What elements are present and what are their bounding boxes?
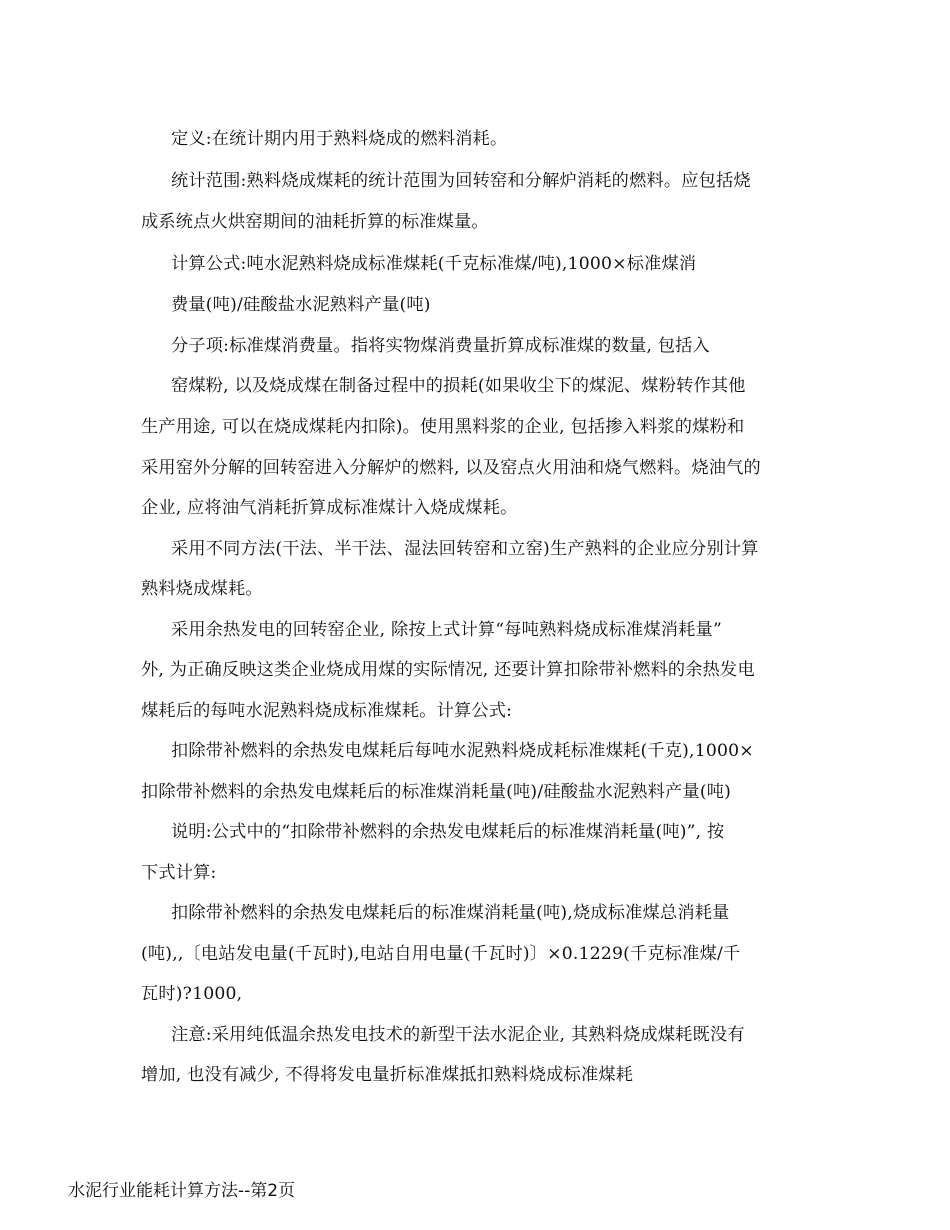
text-line: 费量(吨)/硅酸盐水泥熟料产量(吨) [171,295,431,315]
text-line: 下式计算: [141,863,217,883]
text-line: 扣除带补燃料的余热发电煤耗后每吨水泥熟料烧成耗标准煤耗(千克),1000× [171,741,754,761]
text-line: 扣除带补燃料的余热发电煤耗后的标准煤消耗量(吨),烧成标准煤总消耗量 [171,903,730,923]
text-line: 扣除带补燃料的余热发电煤耗后的标准煤消耗量(吨)/硅酸盐水泥熟料产量(吨) [141,782,732,802]
text-line: 外, 为正确反映这类企业烧成用煤的实际情况, 还要计算扣除带补燃料的余热发电 [141,660,755,680]
text-line: 分子项:标准煤消费量。指将实物煤消费量折算成标准煤的数量, 包括入 [171,336,710,356]
text-line: 采用窑外分解的回转窑进入分解炉的燃料, 以及窑点火用油和烧气燃料。烧油气的 [141,458,761,478]
text-line: 窑煤粉, 以及烧成煤在制备过程中的损耗(如果收尘下的煤泥、煤粉转作其他 [171,376,746,396]
text-line: 注意:采用纯低温余热发电技术的新型干法水泥企业, 其熟料烧成煤耗既没有 [171,1025,745,1045]
text-line: 企业, 应将油气消耗折算成标准煤计入烧成煤耗。 [141,498,518,518]
text-line: 煤耗后的每吨水泥熟料烧成标准煤耗。计算公式: [141,701,513,721]
text-line: 说明:公式中的“扣除带补燃料的余热发电煤耗后的标准煤消耗量(吨)”, 按 [171,822,725,842]
text-line: 采用余热发电的回转窑企业, 除按上式计算“每吨熟料烧成标准煤消耗量” [171,620,722,640]
page-footer: 水泥行业能耗计算方法--第2页 [68,1181,296,1201]
text-line: 增加, 也没有减少, 不得将发电量折标准煤抵扣熟料烧成标准煤耗 [141,1065,634,1085]
text-line: 瓦时)?1000, [141,984,243,1004]
text-line: 成系统点火烘窑期间的油耗折算的标准煤量。 [141,212,489,232]
text-line: 定义:在统计期内用于熟料烧成的燃料消耗。 [171,129,508,149]
text-line: 熟料烧成煤耗。 [141,579,263,599]
text-line: (吨),,〔电站发电量(千瓦时),电站自用电量(千瓦时)〕×0.1229(千克标准煤/千 [141,944,741,964]
text-line: 计算公式:吨水泥熟料烧成标准煤耗(千克标准煤/吨),1000×标准煤消 [171,254,697,274]
text-line: 采用不同方法(干法、半干法、湿法回转窑和立窑)生产熟料的企业应分别计算 [171,539,759,559]
text-line: 统计范围:熟料烧成煤耗的统计范围为回转窑和分解炉消耗的燃料。应包括烧 [171,171,751,191]
text-line: 生产用途, 可以在烧成煤耗内扣除)。使用黑料浆的企业, 包括掺入料浆的煤粉和 [141,417,745,437]
